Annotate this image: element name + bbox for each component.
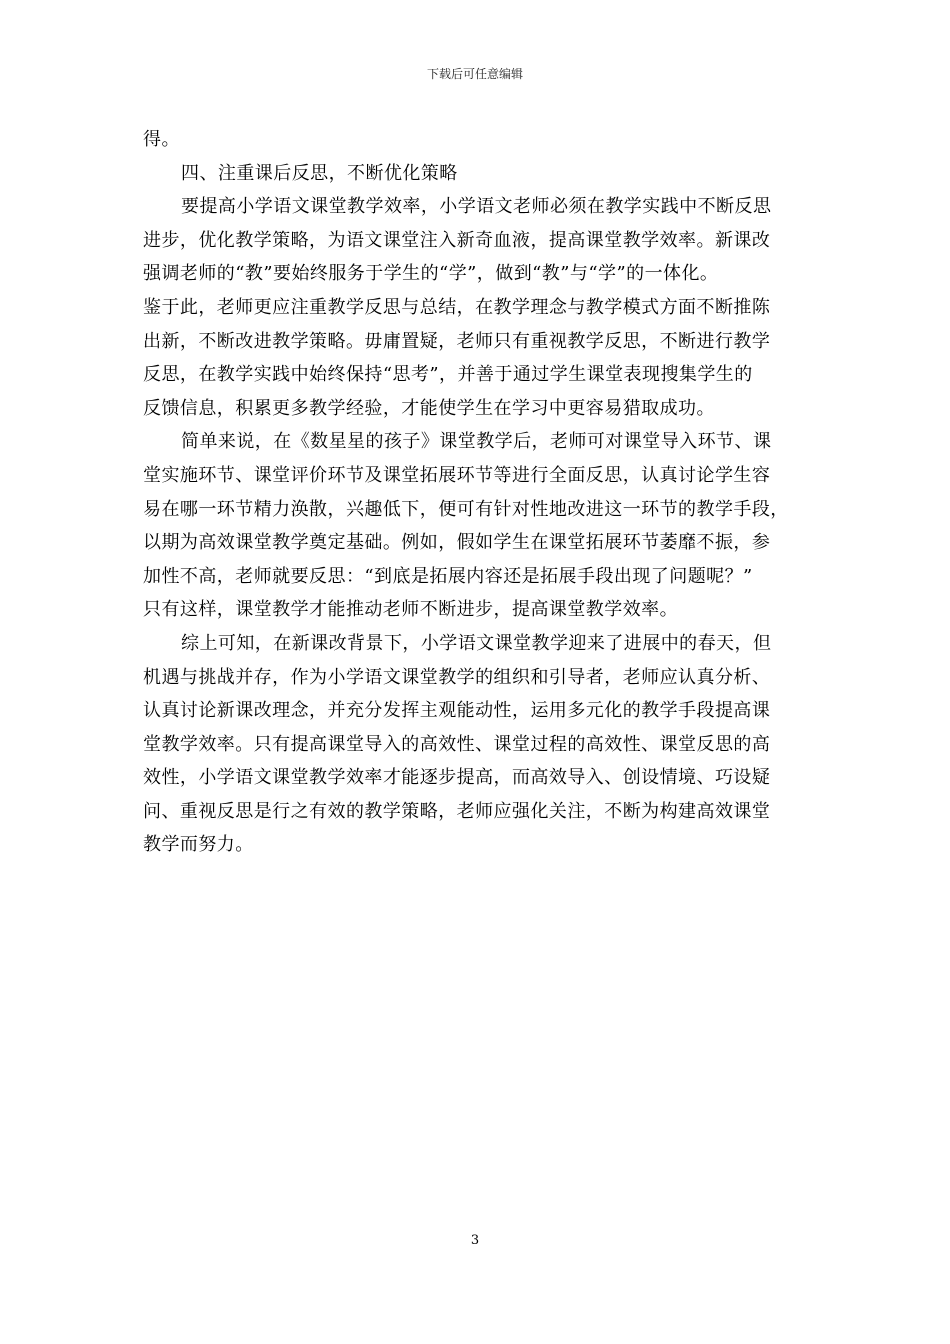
text-line: 鉴于此，老师更应注重教学反思与总结，在教学理念与教学模式方面不断推陈 bbox=[143, 296, 771, 318]
text-line: 强调老师的“教”要始终服务于学生的“学”，做到“教”与“学”的一体化。 bbox=[143, 263, 719, 285]
text-line: 进步，优化教学策略，为语文课堂注入新奇血液，提高课堂教学效率。新课改 bbox=[143, 229, 771, 251]
text-line: 堂实施环节、课堂评价环节及课堂拓展环节等进行全面反思，认真讨论学生容 bbox=[143, 464, 771, 486]
text-line: 堂教学效率。只有提高课堂导入的高效性、课堂过程的高效性、课堂反思的高 bbox=[143, 733, 771, 755]
section-heading: 四、注重课后反思，不断优化策略 bbox=[181, 162, 458, 184]
text-line: 认真讨论新课改理念，并充分发挥主观能动性，运用多元化的教学手段提高课 bbox=[143, 700, 771, 722]
text-line: 反馈信息，积累更多教学经验，才能使学生在学习中更容易猎取成功。 bbox=[143, 397, 715, 419]
text-line: 以期为高效课堂教学奠定基础。例如，假如学生在课堂拓展环节萎靡不振，参 bbox=[143, 532, 771, 554]
text-line: 得。 bbox=[143, 129, 180, 150]
page-number: 3 bbox=[470, 1233, 480, 1248]
text-line: 教学而努力。 bbox=[143, 834, 254, 856]
text-line: 效性，小学语文课堂教学效率才能逐步提高，而高效导入、创设情境、巧设疑 bbox=[143, 767, 771, 789]
text-line: 机遇与挑战并存，作为小学语文课堂教学的组织和引导者，老师应认真分析、 bbox=[143, 666, 771, 688]
text-line: 综上可知，在新课改背景下，小学语文课堂教学迎来了进展中的春天，但 bbox=[181, 632, 772, 654]
text-line: 加性不高，老师就要反思：“到底是拓展内容还是拓展手段出现了问题呢？” bbox=[143, 565, 753, 587]
text-line: 简单来说，在《数星星的孩子》课堂教学后，老师可对课堂导入环节、课 bbox=[181, 431, 772, 453]
document-body bbox=[143, 123, 815, 862]
text-line: 要提高小学语文课堂教学效率，小学语文老师必须在教学实践中不断反思 bbox=[181, 196, 772, 218]
text-line: 出新，不断改进教学策略。毋庸置疑，老师只有重视教学反思，不断进行教学 bbox=[143, 330, 771, 352]
text-line: 只有这样，课堂教学才能推动老师不断进步，提高课堂教学效率。 bbox=[143, 599, 679, 621]
text-line: 易在哪一环节精力涣散，兴趣低下，便可有针对性地改进这一环节的教学手段， bbox=[143, 498, 789, 520]
text-line: 问、重视反思是行之有效的教学策略，老师应强化关注，不断为构建高效课堂 bbox=[143, 800, 771, 822]
text-line: 反思，在教学实践中始终保持“思考”，并善于通过学生课堂表现搜集学生的 bbox=[143, 364, 753, 386]
page-header: 下载后可任意编辑 bbox=[426, 67, 523, 81]
